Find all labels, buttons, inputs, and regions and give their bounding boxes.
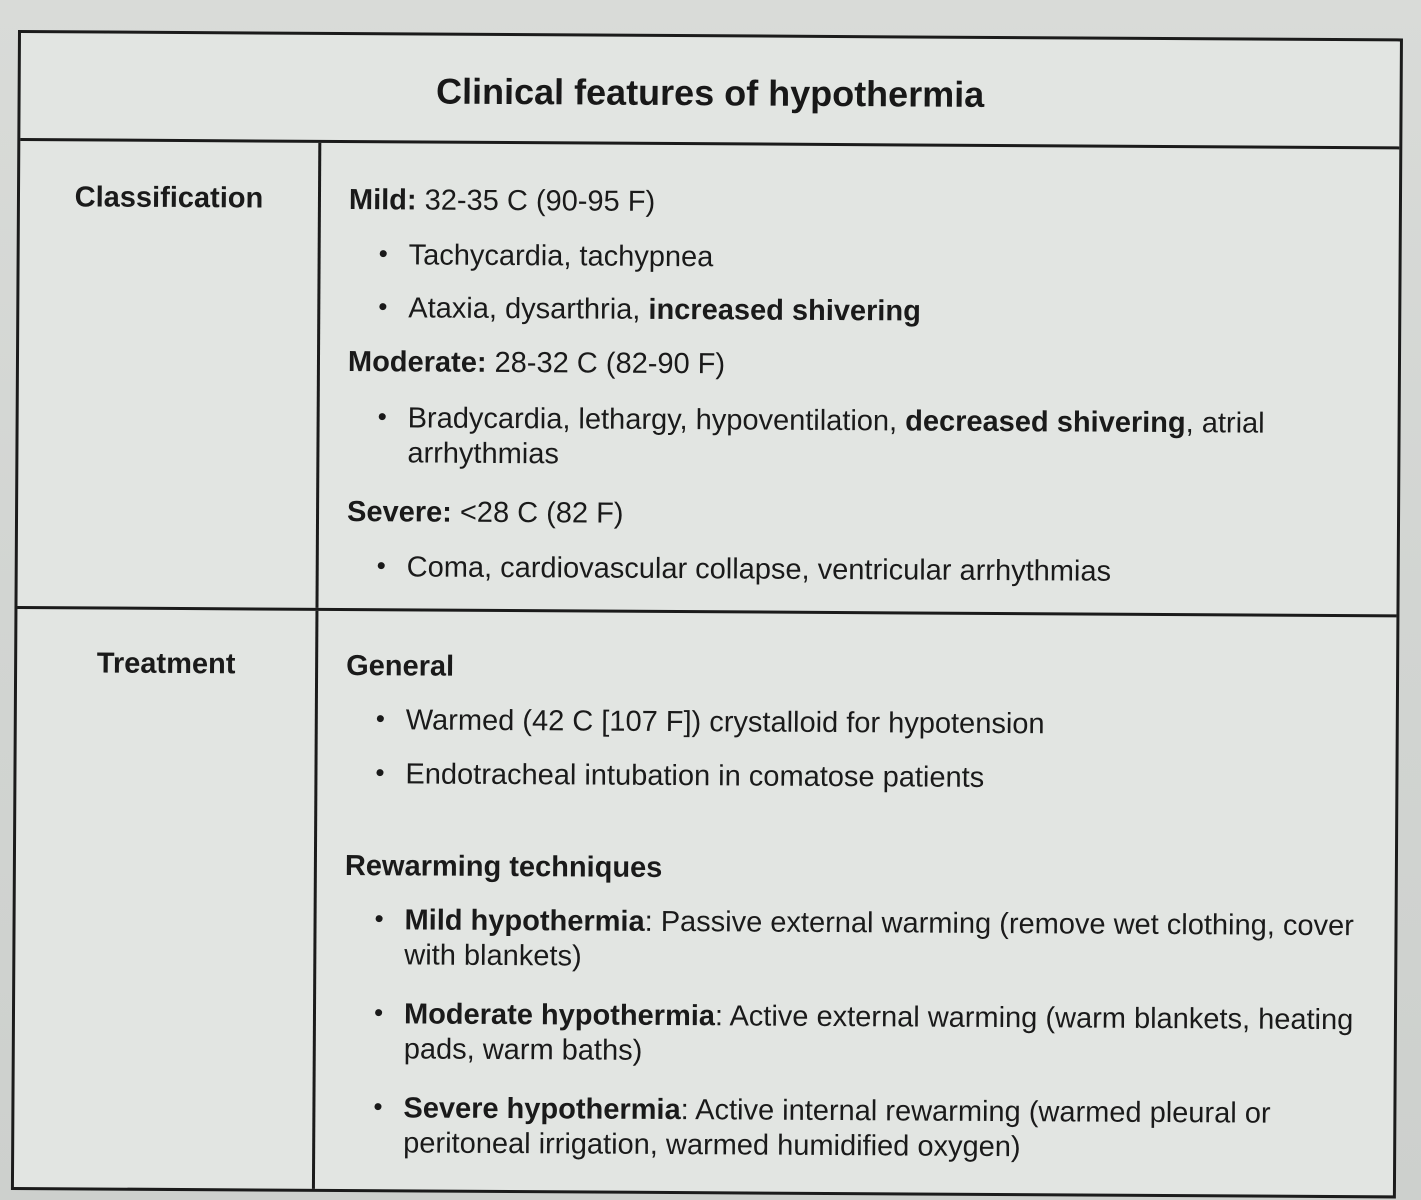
- bullet-icon: •: [375, 757, 385, 788]
- moderate-heading-label: Moderate:: [347, 346, 487, 379]
- bullet-icon: •: [378, 238, 388, 269]
- treatment-label-cell: [14, 609, 319, 1189]
- moderate-bullet-1-tail: , atrial arrhythmias: [407, 407, 1265, 471]
- treatment-content: [315, 611, 1397, 1196]
- list-item: [378, 291, 1380, 332]
- mild-heading-label: Mild:: [348, 184, 417, 217]
- list-item: [376, 703, 1378, 744]
- treatment-row: [14, 609, 1397, 1195]
- severe-heading-label: Severe:: [346, 496, 452, 529]
- treatment-label: Treatment: [96, 647, 236, 681]
- list-item: [377, 401, 1379, 478]
- mild-bullet-1: Tachycardia, tachypnea: [408, 239, 714, 274]
- classification-label-cell: [17, 141, 321, 608]
- list-item: [377, 550, 1379, 591]
- table-title: Clinical features of hypothermia: [435, 70, 985, 115]
- moderate-range: 28-32 C (82-90 F): [486, 346, 726, 381]
- bullet-icon: •: [377, 401, 387, 432]
- moderate-bullet-1: Bradycardia, lethargy, hypoventilation,: [407, 402, 906, 438]
- severe-heading: [347, 495, 1377, 537]
- classification-row: [17, 141, 1399, 617]
- list-item: [374, 997, 1376, 1074]
- list-item: [379, 238, 1381, 279]
- hypothermia-table: [11, 30, 1403, 1198]
- mild-heading: [349, 183, 1379, 225]
- mild-bullet-2: Ataxia, dysarthria,: [408, 292, 649, 326]
- classification-label: Classification: [74, 181, 264, 215]
- rewarming-moderate-label: Moderate hypothermia: [403, 998, 716, 1033]
- general-heading: General: [346, 650, 455, 683]
- bullet-icon: •: [376, 550, 386, 581]
- general-bullet-1: Warmed (42 C [107 F]) crystalloid for hypotension: [405, 704, 1045, 741]
- moderate-heading: [348, 345, 1378, 387]
- moderate-bullet-1-emphasis: decreased shivering: [905, 405, 1186, 440]
- general-bullet-2: Endotracheal intubation in comatose patients: [405, 758, 985, 794]
- bullet-icon: •: [374, 903, 384, 934]
- table-title-row: [20, 33, 1400, 149]
- bullet-icon: •: [373, 997, 384, 1028]
- rewarming-heading: Rewarming techniques: [344, 850, 663, 884]
- bullet-icon: •: [378, 291, 388, 322]
- mild-bullet-2-emphasis: increased shivering: [648, 293, 921, 328]
- rewarming-severe-text: : Active internal rewarming (warmed pleural or peritoneal irrigation, warmed humidified oxygen): [403, 1094, 1271, 1164]
- list-item: [373, 1091, 1375, 1168]
- rewarming-mild-text: : Passive external warming (remove wet clothing, cover with blankets): [404, 905, 1354, 973]
- list-item: [375, 757, 1377, 798]
- severe-bullet-1: Coma, cardiovascular collapse, ventricular arrhythmias: [406, 551, 1112, 588]
- rewarming-moderate-text: : Active external warming (warm blankets, heating pads, warm baths): [403, 1000, 1354, 1068]
- bullet-icon: •: [373, 1091, 383, 1122]
- rewarming-mild-label: Mild hypothermia: [404, 904, 645, 938]
- mild-range: 32-35 C (90-95 F): [416, 184, 656, 218]
- classification-content: [318, 143, 1399, 615]
- rewarming-severe-label: Severe hypothermia: [403, 1092, 681, 1127]
- severe-range: <28 C (82 F): [451, 496, 624, 530]
- list-item: [374, 903, 1376, 980]
- bullet-icon: •: [375, 703, 386, 734]
